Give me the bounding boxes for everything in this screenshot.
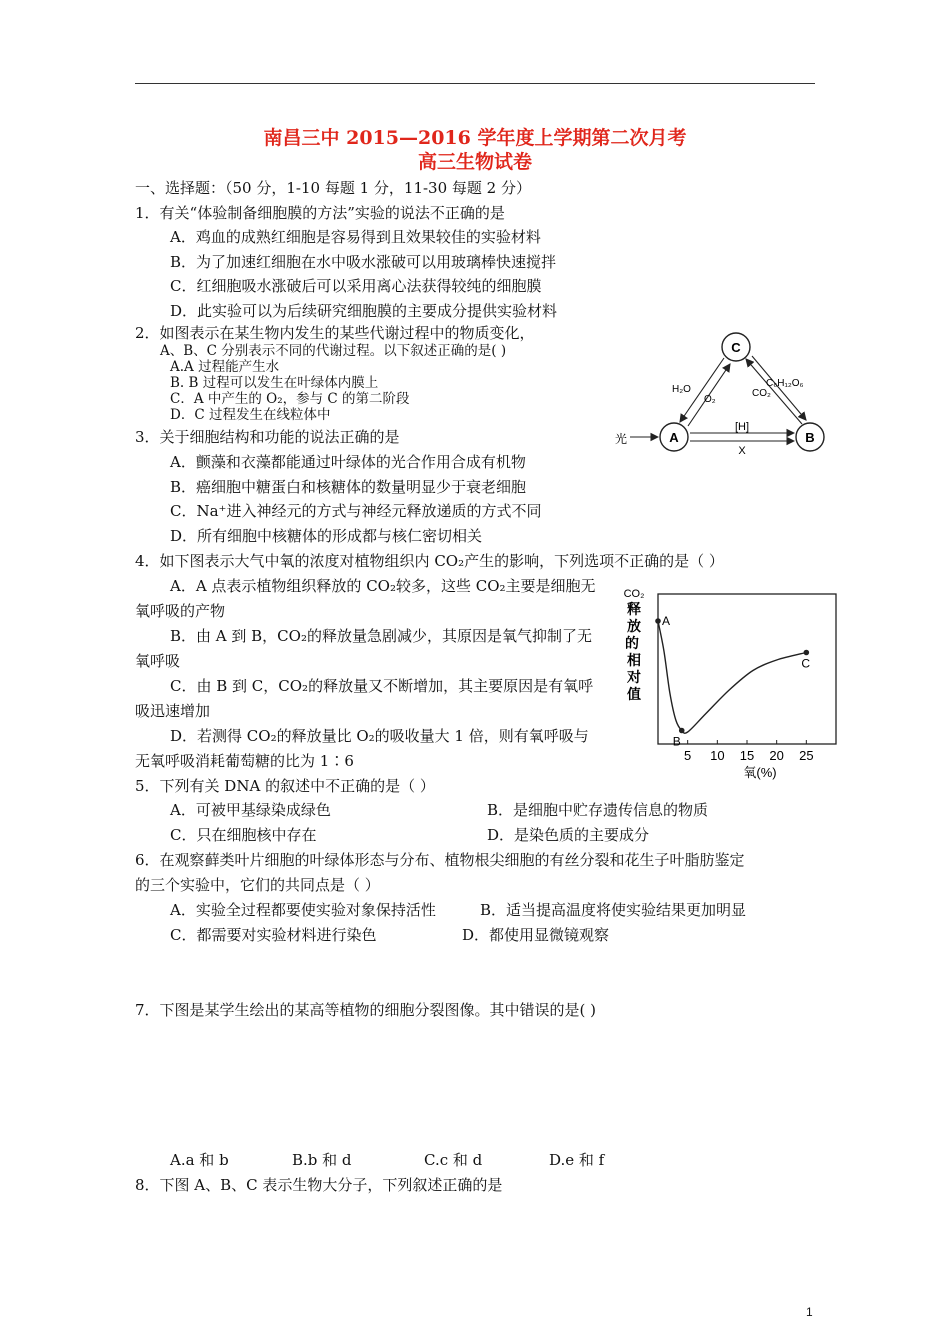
point-label-b: B [672,734,681,749]
q2-option-b: B. B 过程可以发生在叶绿体内膜上 [170,375,379,391]
y-axis-label-text: 释放的 相对值 [625,601,641,702]
q4-option-a-line1: A．A 点表示植物组织释放的 CO₂较多，这些 CO₂主要是细胞无 [170,577,596,595]
q5-option-d: D．是染色质的主要成分 [487,826,650,844]
q5-option-b: B．是细胞中贮存遗传信息的物质 [487,801,709,819]
q1-stem: 1．有关“体验制备细胞膜的方法”实验的说法不正确的是 [135,204,505,222]
q3-option-b: B．癌细胞中糖蛋白和核糖体的数量明显少于衰老细胞 [170,478,527,496]
co2-label: CO₂ [752,388,771,399]
page-number: 1 [806,1305,813,1319]
exam-subtitle: 高三生物试卷 [417,151,532,173]
co2-curve [658,621,806,733]
o2-label: O₂ [704,394,716,405]
x-tick-label-10: 10 [710,748,725,763]
point-b [679,728,685,734]
header-rule [135,83,815,84]
q5-stem: 5．下列有关 DNA 的叙述中不正确的是（ ） [135,777,435,795]
q7-option-d: D.e 和 f [549,1151,605,1169]
q7-option-a: A.a 和 b [170,1151,229,1169]
q6-option-c: C．都需要对实验材料进行染色 [170,926,377,944]
q4-option-c-line1: C．由 B 到 C，CO₂的释放量又不断增加，其主要原因是有氧呼 [170,677,594,695]
q8-stem: 8．下图 A、B、C 表示生物大分子，下列叙述正确的是 [135,1176,503,1194]
q3-option-a: A．颤藻和衣藻都能通过叶绿体的光合作用合成有机物 [170,453,526,471]
q4-option-b-line2: 氧呼吸 [135,652,181,670]
x-axis-label: 氧(%) [743,765,777,780]
q4-option-d-line1: D．若测得 CO₂的释放量比 O₂的吸收量大 1 倍，则有氧呼吸与 [170,727,589,745]
point-label-c: C [801,656,811,671]
q6-option-b: B．适当提高温度将使实验结果更加明显 [480,901,747,919]
metabolism-diagram [612,328,837,458]
glucose-label: C₆H₁₂O₆ [766,378,804,389]
h-label: [H] [734,421,750,433]
q3-option-c: C．Na⁺进入神经元的方式与神经元释放递质的方式不同 [170,502,542,520]
q4-option-c-line2: 吸迅速增加 [135,702,211,720]
q1-option-c: C．红细胞吸水涨破后可以采用离心法获得较纯的细胞膜 [170,277,542,295]
q3-stem: 3．关于细胞结构和功能的说法正确的是 [135,428,400,446]
node-a-label: A [669,430,679,445]
q4-option-d-line2: 无氧呼吸消耗葡萄糖的比为 1∶6 [135,752,354,770]
section-heading: 一、选择题：（50 分，1-10 每题 1 分，11-30 每题 2 分） [135,179,531,197]
q1-option-b: B．为了加速红细胞在水中吸水涨破可以用玻璃棒快速搅拌 [170,253,557,271]
q5-option-a: A．可被甲基绿染成绿色 [170,801,331,819]
q6-stem-line2: 的三个实验中，它们的共同点是（ ） [135,876,380,894]
x-tick-label-20: 20 [769,748,784,763]
x-tick-label-25: 25 [799,748,814,763]
q6-option-d: D．都使用显微镜观察 [462,926,610,944]
q1-option-a: A．鸡血的成熟红细胞是容易得到且效果较佳的实验材料 [170,228,541,246]
q2-stem-line2: A、B、C 分别表示不同的代谢过程。以下叙述正确的是( ) [160,343,507,359]
node-c-label: C [731,340,741,355]
q2-option-a: A.A 过程能产生水 [170,359,280,375]
x-label: X [738,445,746,457]
q3-option-d: D．所有细胞中核糖体的形成都与核仁密切相关 [170,527,483,545]
point-label-a: A [662,614,671,628]
q6-stem-line1: 6．在观察藓类叶片细胞的叶绿体形态与分布、植物根尖细胞的有丝分裂和花生子叶脂肪鉴定 [135,851,745,869]
y-axis-label-co2: CO₂ [623,588,645,600]
co2-oxygen-chart [620,582,840,782]
q4-option-a-line2: 氧呼吸的产物 [135,602,226,620]
node-b-label: B [805,430,815,445]
q4-option-b-line1: B．由 A 到 B，CO₂的释放量急剧减少，其原因是氧气抑制了无 [170,627,592,645]
light-label: 光 [615,432,628,446]
point-c [804,650,810,656]
point-a [655,618,661,624]
q7-option-b: B.b 和 d [292,1151,352,1169]
q7-option-c: C.c 和 d [424,1151,483,1169]
x-tick-label-5: 5 [684,748,692,763]
x-tick-label-15: 15 [739,748,755,763]
q6-option-a: A．实验全过程都要使实验对象保持活性 [170,901,436,919]
q1-option-d: D．此实验可以为后续研究细胞膜的主要成分提供实验材料 [170,302,558,320]
q5-option-c: C．只在细胞核中存在 [170,826,317,844]
q4-stem: 4．如下图表示大气中氧的浓度对植物组织内 CO₂产生的影响，下列选项不正确的是（ ） [135,552,724,570]
h2o-label: H₂O [672,384,691,395]
q7-stem: 7．下图是某学生绘出的某高等植物的细胞分裂图像。其中错误的是( ) [135,1001,597,1019]
q2-option-d: D．C 过程发生在线粒体中 [170,407,331,423]
q2-stem-line1: 2．如图表示在某生物内发生的某些代谢过程中的物质变化， [135,324,535,342]
q2-option-c: C．A 中产生的 O₂，参与 C 的第二阶段 [170,391,410,407]
exam-title: 南昌三中 2015—2016 学年度上学期第二次月考 [263,127,687,149]
